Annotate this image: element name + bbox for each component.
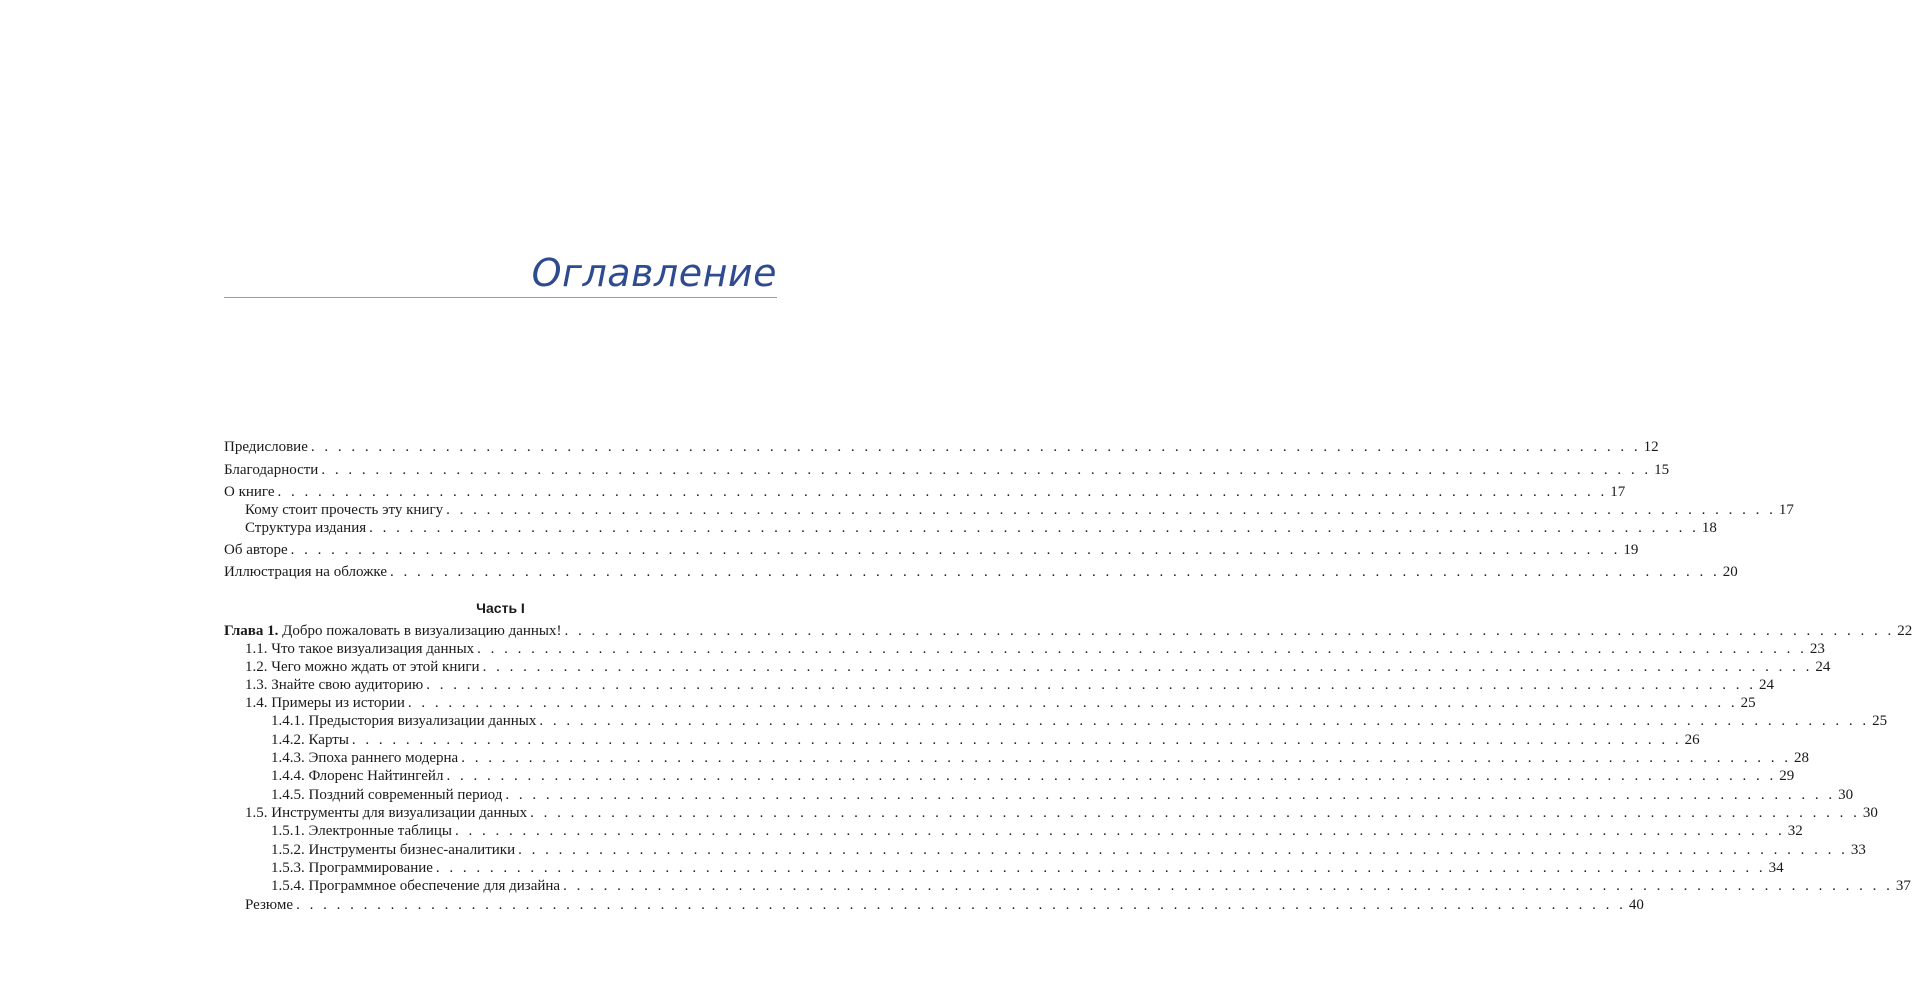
toc-entry-label: Об авторе: [224, 542, 288, 558]
toc-entry-section-1-4-1[interactable]: [224, 712, 1888, 730]
leader-dots: . . . . . . . . . . . . . . . . . . . . . . . . . . . . . . . . . . . . . . . . . . . . . . . . . . . . . . . . . . . . . . . . . . . . . . . . . . . . . . . . . . . . . . . . . . . . . . . . . . .: [446, 502, 1776, 518]
leader-dots: . . . . . . . . . . . . . . . . . . . . . . . . . . . . . . . . . . . . . . . . . . . . . . . . . . . . . . . . . . . . . . . . . . . . . . . . . . . . . . . . . . . . . . . . . . . . . . . . . . .: [296, 897, 1626, 913]
leader-dots: . . . . . . . . . . . . . . . . . . . . . . . . . . . . . . . . . . . . . . . . . . . . . . . . . . . . . . . . . . . . . . . . . . . . . . . . . . . . . . . . . . . . . . . . . . . . . . . . . . .: [539, 713, 1870, 729]
toc-entry-page: 18: [1701, 520, 1717, 536]
toc-entry-label: 1.4.4. Флоренс Найтингейл: [271, 768, 444, 784]
toc-entry-preface[interactable]: [224, 438, 1659, 456]
toc-entry-label: Предисловие: [224, 439, 308, 455]
toc-entry-page: 15: [1654, 462, 1670, 478]
leader-dots: . . . . . . . . . . . . . . . . . . . . . . . . . . . . . . . . . . . . . . . . . . . . . . . . . . . . . . . . . . . . . . . . . . . . . . . . . . . . . . . . . . . . . . . . . . . . . . . . . . .: [505, 787, 1836, 803]
toc-entry-page: 20: [1722, 564, 1738, 580]
toc-entry-label: 1.5.3. Программирование: [271, 860, 433, 876]
toc-entry-page: 25: [1740, 695, 1756, 711]
leader-dots: . . . . . . . . . . . . . . . . . . . . . . . . . . . . . . . . . . . . . . . . . . . . . . . . . . . . . . . . . . . . . . . . . . . . . . . . . . . . . . . . . . . . . . . . . . . . . . . . . . .: [390, 564, 1720, 580]
leader-dots: . . . . . . . . . . . . . . . . . . . . . . . . . . . . . . . . . . . . . . . . . . . . . . . . . . . . . . . . . . . . . . . . . . . . . . . . . . . . . . . . . . . . . . . . . . . . . . . . . . .: [518, 842, 1848, 858]
toc-entry-label: 1.5.2. Инструменты бизнес-аналитики: [271, 842, 516, 858]
leader-dots: . . . . . . . . . . . . . . . . . . . . . . . . . . . . . . . . . . . . . . . . . . . . . . . . . . . . . . . . . . . . . . . . . . . . . . . . . . . . . . . . . . . . . . . . . . . . . . . . . . .: [426, 677, 1756, 693]
toc-entry-about-author[interactable]: [224, 541, 1639, 559]
toc-entry-page: 30: [1862, 805, 1878, 821]
toc-entry-page: 29: [1779, 768, 1795, 784]
toc-entry-section-1-2[interactable]: [224, 658, 1831, 676]
toc-entry-page: 33: [1850, 842, 1866, 858]
toc-entry-label: 1.5.4. Программное обеспечение для дизайна: [271, 878, 561, 894]
toc-entry-label: 1.5. Инструменты для визуализации данных: [245, 805, 528, 821]
leader-dots: . . . . . . . . . . . . . . . . . . . . . . . . . . . . . . . . . . . . . . . . . . . . . . . . . . . . . . . . . . . . . . . . . . . . . . . . . . . . . . . . . . . . . . . . . . . . . . . . . . .: [482, 659, 1813, 675]
toc-entry-page: 34: [1768, 860, 1784, 876]
table-of-contents: [224, 0, 1912, 1000]
toc-entry-page: 28: [1793, 750, 1809, 766]
toc-entry-page: 19: [1623, 542, 1639, 558]
toc-entry-structure[interactable]: [224, 519, 1717, 537]
toc-entry-label: 1.3. Знайте свою аудиторию: [245, 677, 424, 693]
toc-entry-cover-illustration[interactable]: [224, 563, 1738, 581]
toc-entry-page: 23: [1809, 641, 1825, 657]
toc-entry-who-should-read[interactable]: [224, 501, 1794, 519]
toc-entry-about-book[interactable]: [224, 483, 1626, 501]
leader-dots: . . . . . . . . . . . . . . . . . . . . . . . . . . . . . . . . . . . . . . . . . . . . . . . . . . . . . . . . . . . . . . . . . . . . . . . . . . . . . . . . . . . . . . . . . . . . . . . . . . .: [563, 878, 1893, 894]
part-title: Часть I: [476, 600, 525, 616]
toc-entry-section-1-4-3[interactable]: [224, 749, 1809, 767]
toc-entry-section-1-1[interactable]: [224, 640, 1825, 658]
toc-entry-section-1-4-5[interactable]: [224, 786, 1854, 804]
toc-entry-section-1-5[interactable]: [224, 804, 1878, 822]
toc-entry-label: 1.5.1. Электронные таблицы: [271, 823, 452, 839]
toc-entry-label: 1.2. Чего можно ждать от этой книги: [245, 659, 480, 675]
page-heading: Оглавление: [531, 251, 777, 295]
toc-entry-page: 32: [1787, 823, 1803, 839]
toc-entry-section-1-5-4[interactable]: [224, 877, 1911, 895]
toc-entry-page: 17: [1778, 502, 1794, 518]
toc-entry-section-1-5-2[interactable]: [224, 841, 1866, 859]
leader-dots: . . . . . . . . . . . . . . . . . . . . . . . . . . . . . . . . . . . . . . . . . . . . . . . . . . . . . . . . . . . . . . . . . . . . . . . . . . . . . . . . . . . . . . . . . . . . . . . . . . .: [369, 520, 1699, 536]
leader-dots: . . . . . . . . . . . . . . . . . . . . . . . . . . . . . . . . . . . . . . . . . . . . . . . . . . . . . . . . . . . . . . . . . . . . . . . . . . . . . . . . . . . . . . . . . . . . . . . . . . .: [461, 750, 1791, 766]
leader-dots: . . . . . . . . . . . . . . . . . . . . . . . . . . . . . . . . . . . . . . . . . . . . . . . . . . . . . . . . . . . . . . . . . . . . . . . . . . . . . . . . . . . . . . . . . . . . . . . . . . .: [455, 823, 1785, 839]
toc-entry-section-1-3[interactable]: [224, 676, 1774, 694]
toc-entry-section-1-4[interactable]: [224, 694, 1756, 712]
toc-entry-label: Иллюстрация на обложке: [224, 564, 388, 580]
leader-dots: . . . . . . . . . . . . . . . . . . . . . . . . . . . . . . . . . . . . . . . . . . . . . . . . . . . . . . . . . . . . . . . . . . . . . . . . . . . . . . . . . . . . . . . . . . . . . . . . . . .: [435, 860, 1766, 876]
toc-entry-page: 26: [1684, 732, 1700, 748]
toc-entry-label: 1.4.2. Карты: [271, 732, 349, 748]
leader-dots: . . . . . . . . . . . . . . . . . . . . . . . . . . . . . . . . . . . . . . . . . . . . . . . . . . . . . . . . . . . . . . . . . . . . . . . . . . . . . . . . . . . . . . . . . . . . . . . . . . .: [321, 462, 1652, 478]
toc-entry-label: Резюме: [245, 897, 294, 913]
leader-dots: . . . . . . . . . . . . . . . . . . . . . . . . . . . . . . . . . . . . . . . . . . . . . . . . . . . . . . . . . . . . . . . . . . . . . . . . . . . . . . . . . . . . . . . . . . . . . . . . . . .: [477, 641, 1807, 657]
toc-entry-acknowledgements[interactable]: [224, 461, 1670, 479]
toc-entry-page: 24: [1759, 677, 1774, 693]
chapter-prefix: Глава 1.: [224, 623, 279, 639]
leader-dots: . . . . . . . . . . . . . . . . . . . . . . . . . . . . . . . . . . . . . . . . . . . . . . . . . . . . . . . . . . . . . . . . . . . . . . . . . . . . . . . . . . . . . . . . . . . . . . . . . . .: [446, 768, 1777, 784]
toc-entry-label: О книге: [224, 484, 275, 500]
toc-entry-label: Кому стоит прочесть эту книгу: [245, 502, 444, 518]
toc-entry-chapter-1[interactable]: [224, 622, 1912, 640]
toc-entry-page: 17: [1610, 484, 1626, 500]
leader-dots: . . . . . . . . . . . . . . . . . . . . . . . . . . . . . . . . . . . . . . . . . . . . . . . . . . . . . . . . . . . . . . . . . . . . . . . . . . . . . . . . . . . . . . . . . . . . . . . . . . .: [290, 542, 1621, 558]
leader-dots: . . . . . . . . . . . . . . . . . . . . . . . . . . . . . . . . . . . . . . . . . . . . . . . . . . . . . . . . . . . . . . . . . . . . . . . . . . . . . . . . . . . . . . . . . . . . . . . . . . .: [407, 695, 1738, 711]
toc-entry-label: Структура издания: [245, 520, 367, 536]
toc-entry-label: 1.4.1. Предыстория визуализации данных: [271, 713, 537, 729]
toc-entry-label: 1.1. Что такое визуализация данных: [245, 641, 475, 657]
toc-entry-label: [224, 622, 562, 640]
leader-dots: . . . . . . . . . . . . . . . . . . . . . . . . . . . . . . . . . . . . . . . . . . . . . . . . . . . . . . . . . . . . . . . . . . . . . . . . . . . . . . . . . . . . . . . . . . . . . . . . . . .: [530, 805, 1860, 821]
toc-entry-section-1-5-1[interactable]: [224, 822, 1803, 840]
toc-entry-label: 1.4.5. Поздний современный период: [271, 787, 503, 803]
leader-dots: . . . . . . . . . . . . . . . . . . . . . . . . . . . . . . . . . . . . . . . . . . . . . . . . . . . . . . . . . . . . . . . . . . . . . . . . . . . . . . . . . . . . . . . . . . . . . . . . . . .: [277, 484, 1608, 500]
chapter-title: Добро пожаловать в визуализацию данных!: [278, 623, 562, 639]
toc-entry-label: 1.4. Примеры из истории: [245, 695, 405, 711]
toc-entry-page: 30: [1838, 787, 1854, 803]
toc-entry-page: 37: [1895, 878, 1911, 894]
leader-dots: . . . . . . . . . . . . . . . . . . . . . . . . . . . . . . . . . . . . . . . . . . . . . . . . . . . . . . . . . . . . . . . . . . . . . . . . . . . . . . . . . . . . . . . . . . . . . . . . . . .: [351, 732, 1682, 748]
toc-entry-page: 22: [1897, 623, 1912, 639]
toc-entry-label: 1.4.3. Эпоха раннего модерна: [271, 750, 459, 766]
toc-entry-section-1-4-2[interactable]: [224, 731, 1700, 749]
toc-entry-page: 12: [1643, 439, 1659, 455]
toc-entry-page: 24: [1815, 659, 1831, 675]
leader-dots: . . . . . . . . . . . . . . . . . . . . . . . . . . . . . . . . . . . . . . . . . . . . . . . . . . . . . . . . . . . . . . . . . . . . . . . . . . . . . . . . . . . . . . . . . . . . . . . . . . .: [564, 623, 1895, 639]
leader-dots: . . . . . . . . . . . . . . . . . . . . . . . . . . . . . . . . . . . . . . . . . . . . . . . . . . . . . . . . . . . . . . . . . . . . . . . . . . . . . . . . . . . . . . . . . . . . . . . . . . .: [310, 439, 1641, 455]
toc-entry-page: 25: [1872, 713, 1888, 729]
toc-entry-section-1-5-3[interactable]: [224, 859, 1784, 877]
toc-entry-page: 40: [1628, 897, 1644, 913]
toc-entry-section-1-4-4[interactable]: [224, 767, 1795, 785]
toc-entry-summary[interactable]: [224, 896, 1644, 914]
toc-entry-label: Благодарности: [224, 462, 319, 478]
